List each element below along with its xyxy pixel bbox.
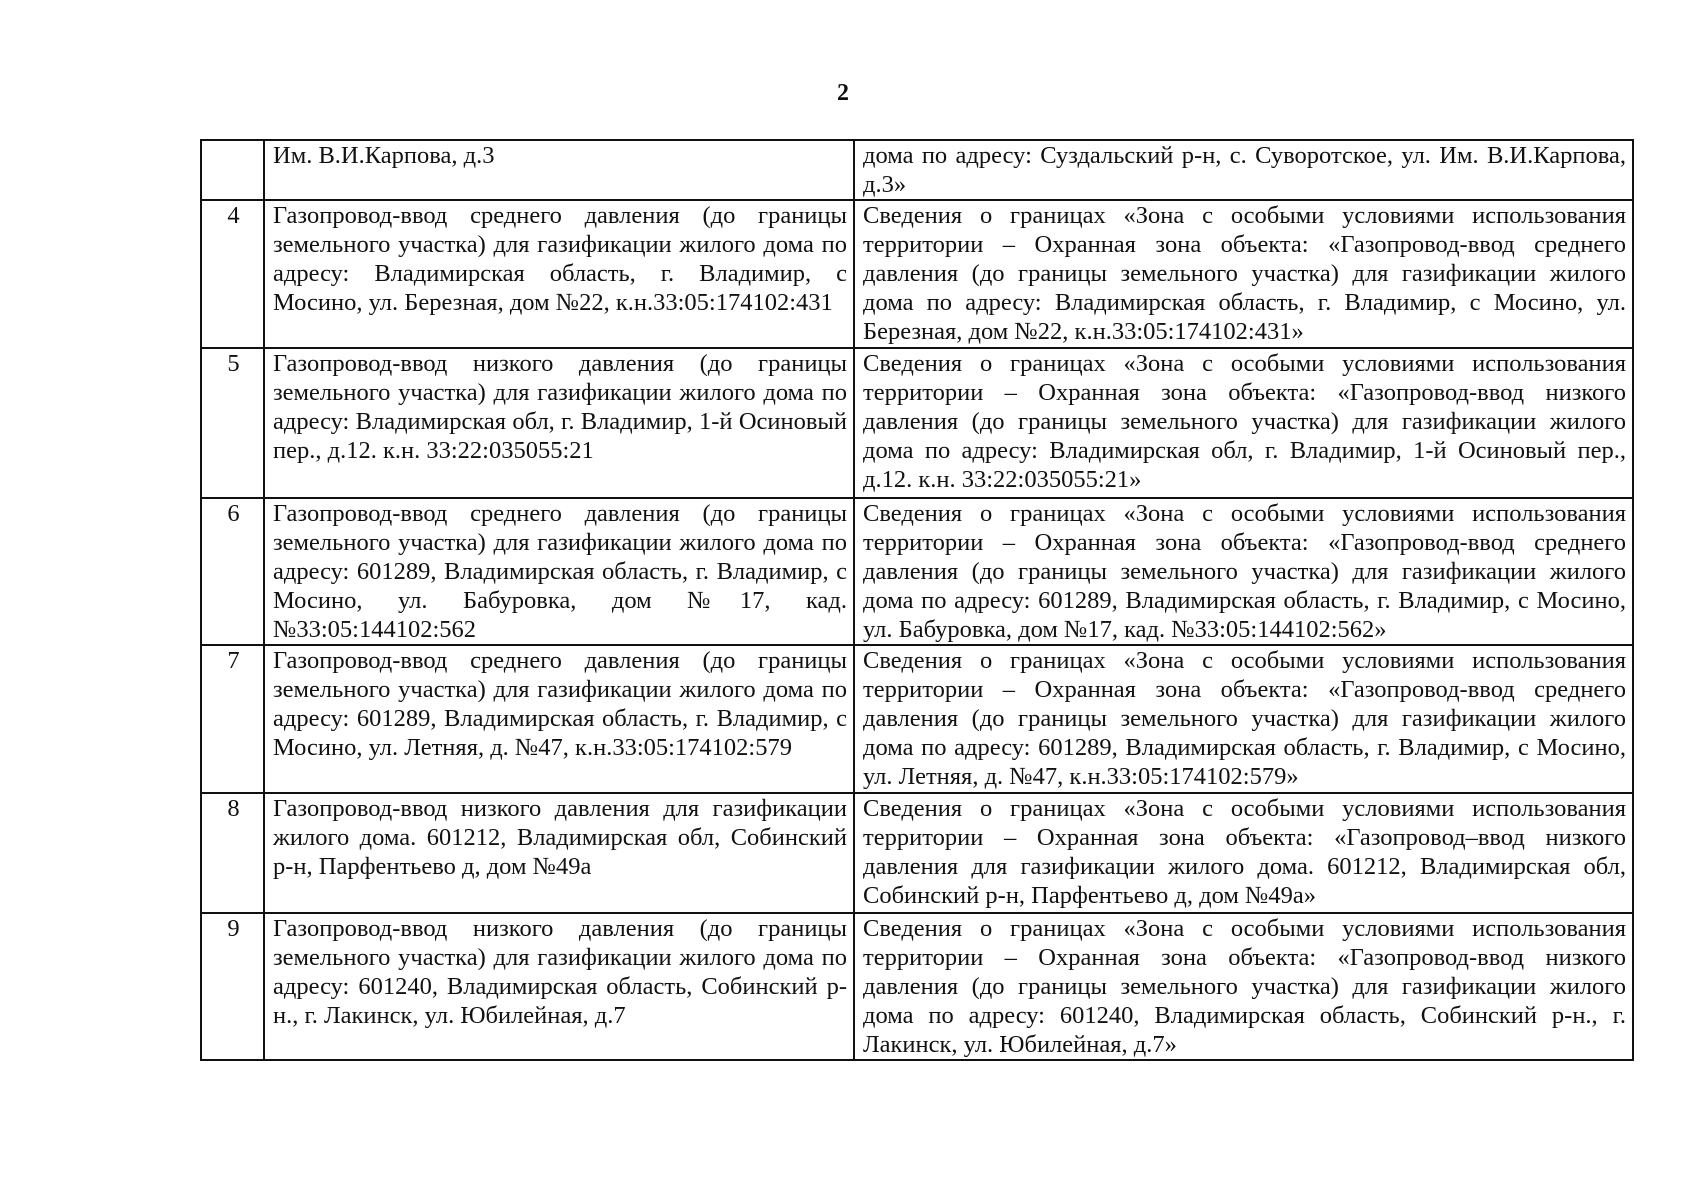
- zone-information: Сведения о границах «Зона с особыми условиями использования территории – Охранная зона объекта: «Газопровод-ввод низкого давления (до границы земельного участка) для газификации жилого дома по адресу: Владимирская обл, г. Владимир, 1-й Осиновый пер., д.12. к.н. 33:22:035055:21»: [854, 348, 1633, 498]
- table-row: [201, 348, 1633, 498]
- zones-table: [200, 139, 1634, 1061]
- row-number: 7: [201, 645, 264, 793]
- zone-information: дома по адресу: Суздальский р-н, с. Суворотское, ул. Им. В.И.Карпова, д.3»: [854, 140, 1633, 200]
- zone-information: Сведения о границах «Зона с особыми условиями использования территории – Охранная зона объекта: «Газопровод-ввод среднего давления (до границы земельного участка) для газификации жилого дома по адресу: 601289, Владимирская область, г. Владимир, с Мосино, ул. Бабуровка, дом №17, кад. №33:05:144102:562»: [854, 498, 1633, 645]
- object-description: Газопровод-ввод низкого давления (до границы земельного участка) для газификации жилого дома по адресу: Владимирская обл, г. Владимир, 1-й Осиновый пер., д.12. к.н. 33:22:035055:21: [264, 348, 854, 498]
- row-number: 8: [201, 793, 264, 913]
- table-row: [201, 913, 1633, 1060]
- row-number: [201, 140, 264, 200]
- zone-information: Сведения о границах «Зона с особыми условиями использования территории – Охранная зона объекта: «Газопровод-ввод низкого давления (до границы земельного участка) для газификации жилого дома по адресу: 601240, Владимирская область, Собинский р-н., г. Лакинск, ул. Юбилейная, д.7»: [854, 913, 1633, 1060]
- object-description: Газопровод-ввод низкого давления для газификации жилого дома. 601212, Владимирская обл, Собинский р-н, Парфентьево д, дом №49а: [264, 793, 854, 913]
- row-number: 9: [201, 913, 264, 1060]
- zone-information: Сведения о границах «Зона с особыми условиями использования территории – Охранная зона объекта: «Газопровод-ввод среднего давления (до границы земельного участка) для газификации жилого дома по адресу: Владимирская область, г. Владимир, с Мосино, ул. Березная, дом №22, к.н.33:05:174102:431»: [854, 200, 1633, 348]
- row-number: 4: [201, 200, 264, 348]
- table-row: [201, 793, 1633, 913]
- page-number: 2: [837, 80, 849, 106]
- table-row: [201, 498, 1633, 645]
- table-row: [201, 200, 1633, 348]
- table-row: [201, 140, 1633, 200]
- row-number: 6: [201, 498, 264, 645]
- object-description: Газопровод-ввод среднего давления (до границы земельного участка) для газификации жилого дома по адресу: 601289, Владимирская область, г. Владимир, с Мосино, ул. Летняя, д. №47, к.н.33:05:174102:579: [264, 645, 854, 793]
- table-row: [201, 645, 1633, 793]
- object-description: Газопровод-ввод среднего давления (до границы земельного участка) для газификации жилого дома по адресу: 601289, Владимирская область, г. Владимир, с Мосино, ул. Бабуровка, дом №17, кад. №33:05:144102:562: [264, 498, 854, 645]
- object-description: Им. В.И.Карпова, д.3: [264, 140, 854, 200]
- zone-information: Сведения о границах «Зона с особыми условиями использования территории – Охранная зона объекта: «Газопровод-ввод среднего давления (до границы земельного участка) для газификации жилого дома по адресу: 601289, Владимирская область, г. Владимир, с Мосино, ул. Летняя, д. №47, к.н.33:05:174102:579»: [854, 645, 1633, 793]
- object-description: Газопровод-ввод низкого давления (до границы земельного участка) для газификации жилого дома по адресу: 601240, Владимирская область, Собинский р-н., г. Лакинск, ул. Юбилейная, д.7: [264, 913, 854, 1060]
- object-description: Газопровод-ввод среднего давления (до границы земельного участка) для газификации жилого дома по адресу: Владимирская область, г. Владимир, с Мосино, ул. Березная, дом №22, к.н.33:05:174102:431: [264, 200, 854, 348]
- zone-information: Сведения о границах «Зона с особыми условиями использования территории – Охранная зона объекта: «Газопровод–ввод низкого давления для газификации жилого дома. 601212, Владимирская обл, Собинский р-н, Парфентьево д, дом №49а»: [854, 793, 1633, 913]
- row-number: 5: [201, 348, 264, 498]
